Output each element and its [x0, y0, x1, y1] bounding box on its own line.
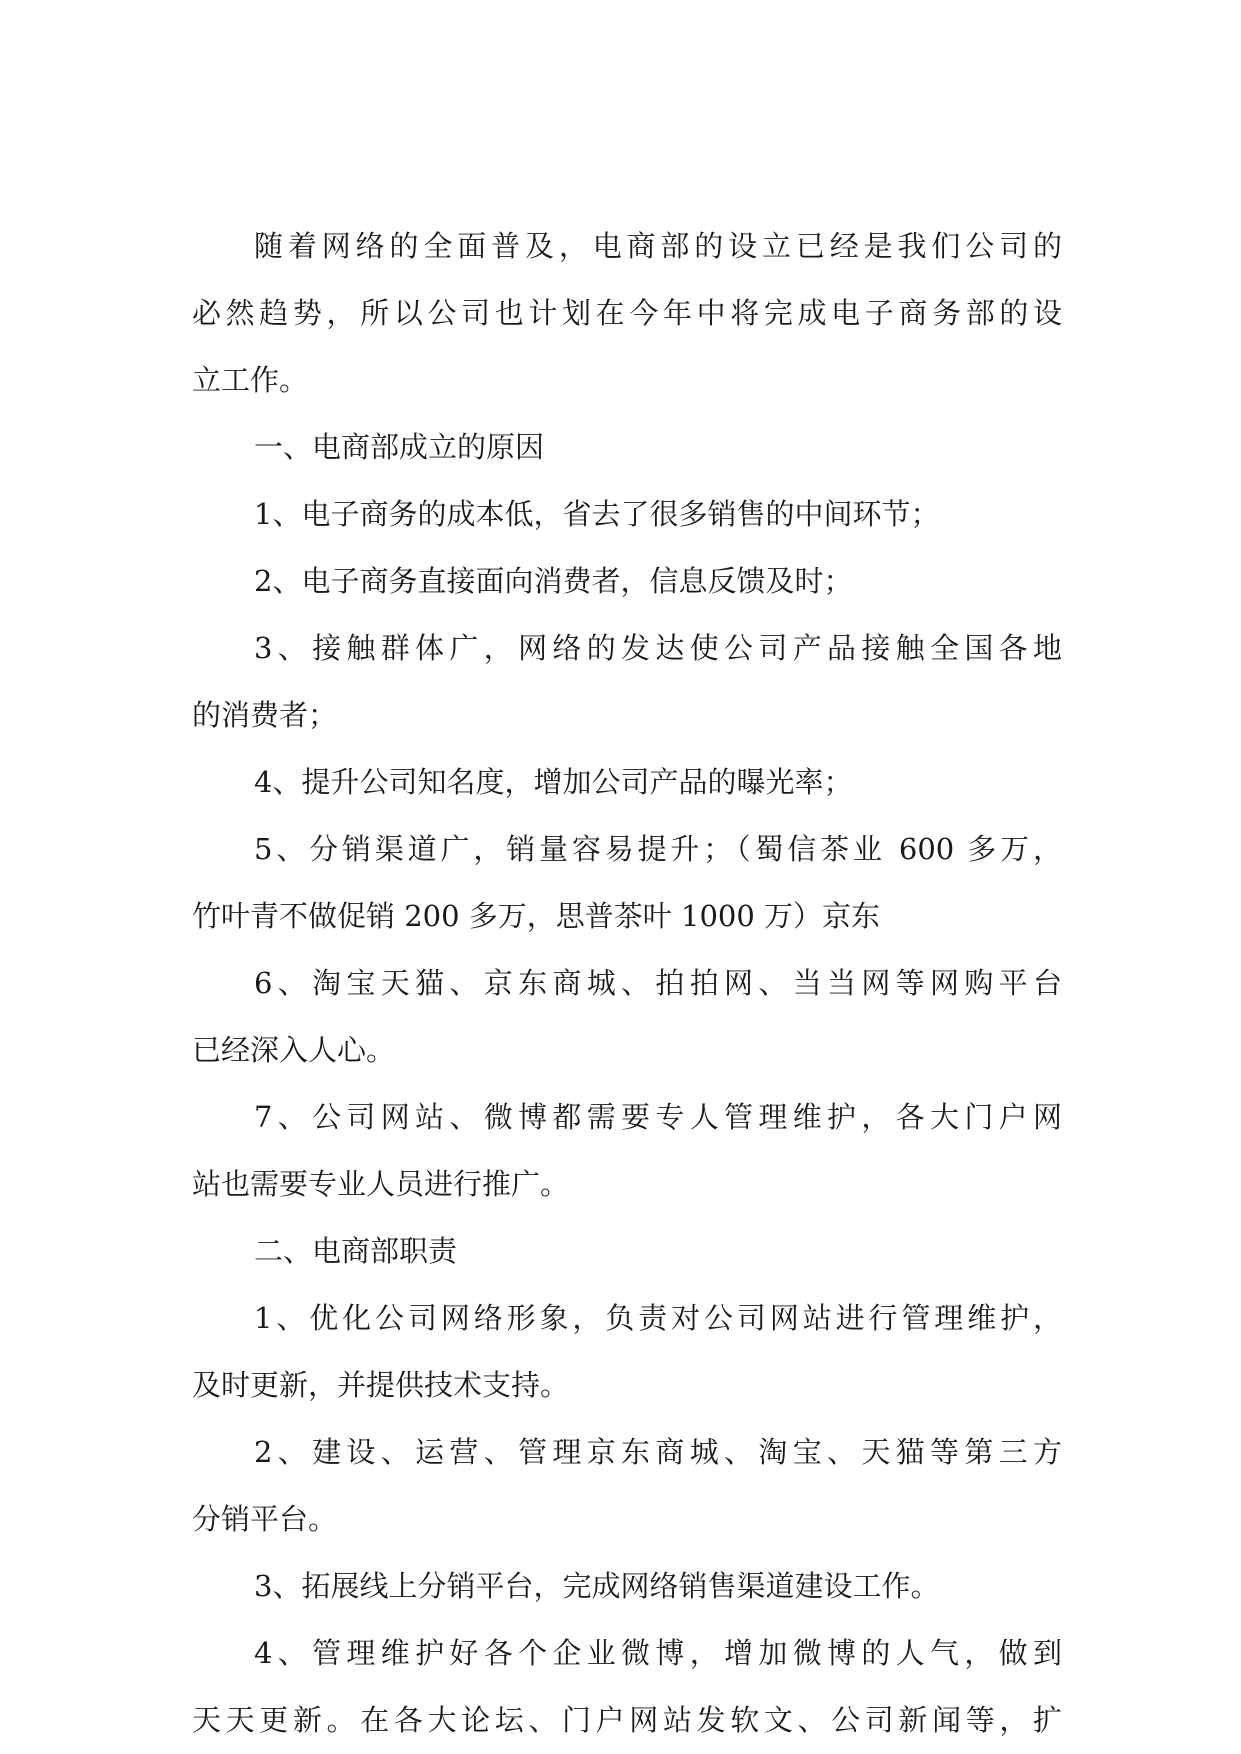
reason-item-3-line-2: 的消费者；: [192, 698, 338, 732]
reason-item-6-line-2: 已经深入人心。: [192, 1033, 396, 1067]
duty-item-4-line-1: 4、管理维护好各个企业微博，增加微博的人气，做到: [254, 1636, 1062, 1670]
reason-item-5-line-1: 5、分销渠道广，销量容易提升；（蜀信茶业 600 多万，: [254, 832, 1062, 866]
document-body: [192, 213, 1062, 1754]
duty-item-3: 3、拓展线上分销平台，完成网络销售渠道建设工作。: [254, 1569, 940, 1603]
reason-item-2: 2、电子商务直接面向消费者，信息反馈及时；: [254, 564, 853, 598]
section-heading-reasons: 一、电商部成立的原因: [254, 430, 545, 464]
duty-item-2-line-2: 分销平台。: [192, 1502, 338, 1536]
reason-item-5-line-2: 竹叶青不做促销 200 多万，思普茶叶 1000 万）京东: [192, 899, 881, 933]
paragraph-intro-line-2: 必然趋势，所以公司也计划在今年中将完成电子商务部的设: [192, 296, 1062, 330]
section-heading-duties: 二、电商部职责: [254, 1234, 458, 1268]
reason-item-4: 4、提升公司知名度，增加公司产品的曝光率；: [254, 765, 853, 799]
duty-item-1-line-1: 1、优化公司网络形象，负责对公司网站进行管理维护，: [254, 1301, 1062, 1335]
reason-item-7-line-1: 7、公司网站、微博都需要专人管理维护，各大门户网: [254, 1100, 1062, 1134]
reason-item-3-line-1: 3、接触群体广，网络的发达使公司产品接触全国各地: [254, 631, 1062, 665]
reason-item-6-line-1: 6、淘宝天猫、京东商城、拍拍网、当当网等网购平台: [254, 966, 1062, 1000]
reason-item-1: 1、电子商务的成本低，省去了很多销售的中间环节；: [254, 497, 940, 531]
duty-item-1-line-2: 及时更新，并提供技术支持。: [192, 1368, 570, 1402]
duty-item-2-line-1: 2、建设、运营、管理京东商城、淘宝、天猫等第三方: [254, 1435, 1062, 1469]
reason-item-7-line-2: 站也需要专业人员进行推广。: [192, 1167, 570, 1201]
duty-item-4-line-2: 天天更新。在各大论坛、门户网站发软文、公司新闻等，扩: [192, 1703, 1062, 1737]
paragraph-intro-line-3: 立工作。: [192, 363, 309, 397]
paragraph-intro-line-1: 随着网络的全面普及，电商部的设立已经是我们公司的: [254, 229, 1062, 263]
